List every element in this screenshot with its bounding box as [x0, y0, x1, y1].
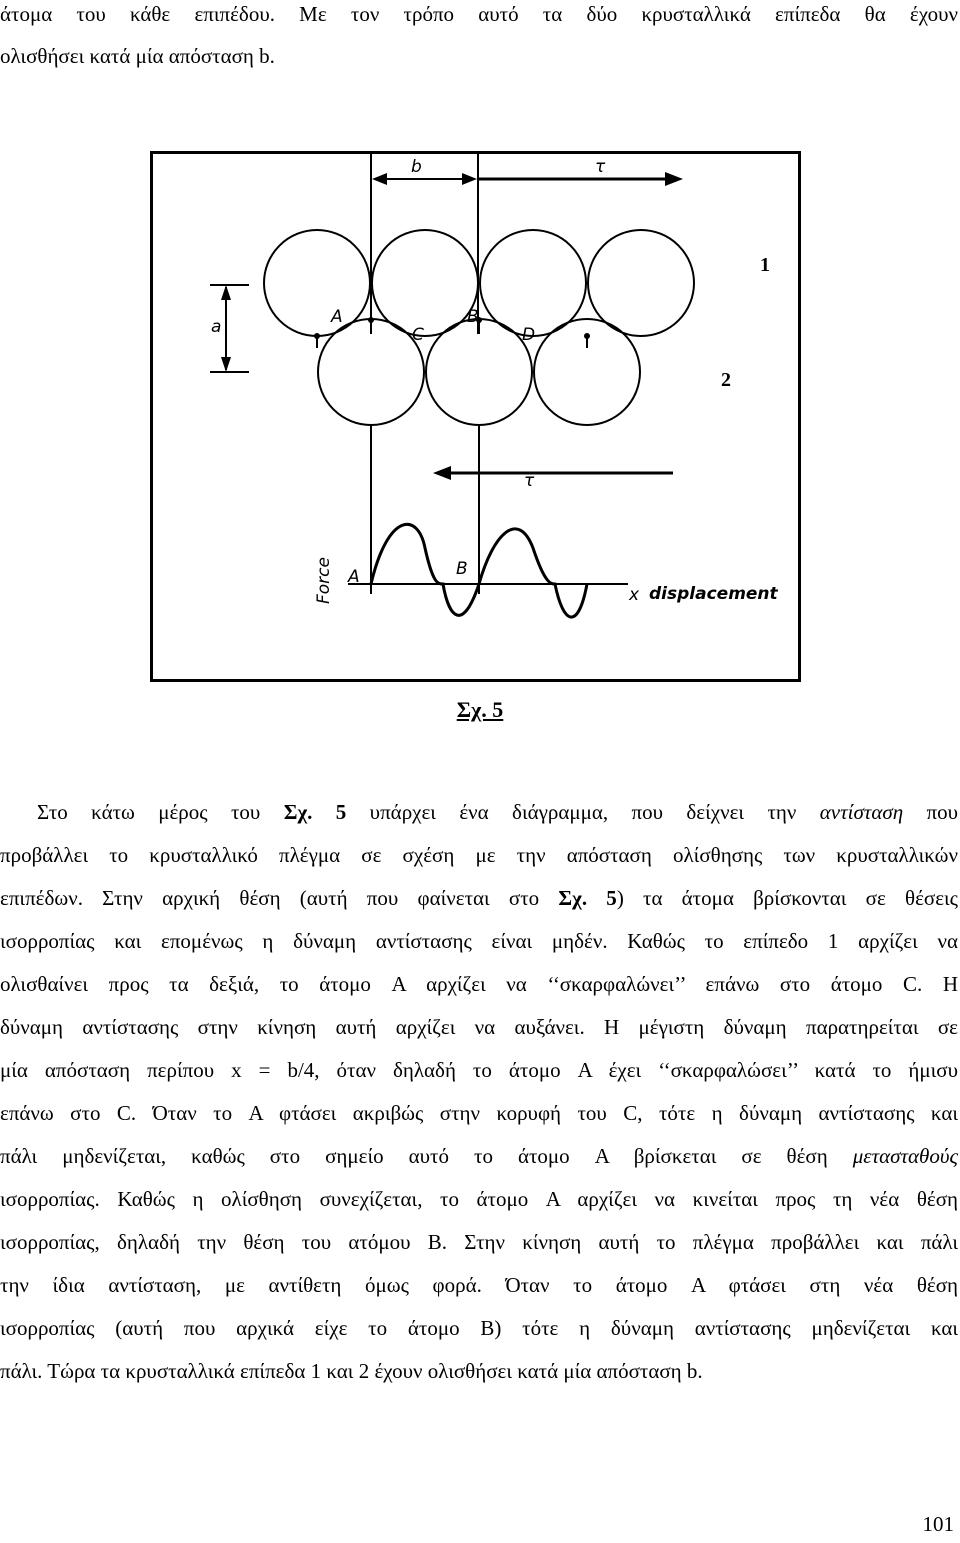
text-span: υπάρχει ένα διάγραμμα, που δείχνει την	[346, 800, 820, 824]
text-line: πάλι. Τώρα τα κρυσταλλικά επίπεδα 1 και 2 έχουν ολισθήσει κατά μία απόσταση b.	[0, 1359, 703, 1383]
text-line: άτομα του κάθε επιπέδου. Με τον τρόπο αυτό τα δύο κρυσταλλικά επίπεδα θα έχουν	[0, 2, 958, 26]
atom-layer2	[426, 319, 532, 425]
b-label: b	[411, 157, 422, 177]
figure-ref: Σχ. 5	[558, 886, 617, 910]
atom-layer1	[372, 230, 478, 336]
arrowhead	[221, 285, 231, 300]
arrowhead	[433, 466, 451, 480]
atom-b-label: B	[467, 307, 479, 327]
atom-c-label: C	[412, 325, 424, 345]
text-span: ) τα άτομα βρίσκονται σε θέσεις	[616, 886, 958, 910]
arrowhead	[221, 357, 231, 372]
emphasis: αντίσταση	[819, 800, 904, 824]
graph-b-label: B	[456, 559, 468, 579]
atom-marker	[368, 317, 374, 323]
atom-d-label: D	[522, 325, 536, 345]
arrowhead	[372, 173, 387, 185]
atom-layer1	[480, 230, 586, 336]
atom-layer1	[264, 230, 370, 336]
text-line: ολισθήσει κατά μία απόσταση b.	[0, 44, 275, 68]
text-line: ισορροπίας, δηλαδή την θέση του ατόμου B. Στην κίνηση αυτή το πλέγμα προβάλλει και πάλι	[0, 1230, 958, 1254]
arrowhead	[462, 173, 477, 185]
figure-ref: Σχ. 5	[283, 800, 347, 824]
text-line: ισορροπίας. Καθώς η ολίσθηση συνεχίζεται, το άτομο A αρχίζει να κινείται προς τη νέα θέση	[0, 1187, 958, 1211]
text-line: προβάλλει το κρυσταλλικό πλέγμα σε σχέση με την απόσταση ολίσθησης των κρυσταλλικών	[0, 843, 958, 867]
figure-frame	[150, 151, 801, 682]
atom-a-label: A	[331, 307, 343, 327]
atom-marker	[584, 333, 590, 339]
text-line	[0, 799, 958, 825]
text-line: ολισθαίνει προς τα δεξιά, το άτομο A αρχίζει να ‘‘σκαρφαλώνει’’ επάνω στο άτομο C. Η	[0, 972, 958, 996]
text-line: επάνω στο C. Όταν το A φτάσει ακριβώς στην κορυφή του C, τότε η δύναμη αντίστασης και	[0, 1101, 958, 1125]
atom-layer1	[588, 230, 694, 336]
text-line	[0, 885, 958, 911]
figure-caption: Σχ. 5	[456, 697, 504, 722]
text-line: μία απόσταση περίπου x = b/4, όταν δηλαδή το άτομο A έχει ‘‘σκαρφαλώσει’’ κατά το ήμισυ	[0, 1058, 958, 1082]
tau-bottom-label: τ	[524, 471, 535, 491]
tau-top-label: τ	[595, 157, 606, 177]
atom-marker	[314, 333, 320, 339]
text-line	[0, 1143, 958, 1169]
layer-2-label: 2	[721, 369, 731, 391]
a-label: a	[211, 317, 222, 337]
text-span: επιπέδων. Στην αρχική θέση (αυτή που φαίνεται στο	[0, 886, 559, 910]
text-span: που	[903, 800, 959, 824]
text-span: Στο κάτω μέρος του	[37, 800, 284, 824]
x-symbol: x	[629, 585, 640, 605]
crystal-slip-diagram	[153, 154, 798, 679]
text-line: ισορροπίας (αυτή που αρχικά είχε το άτομο B) τότε η δύναμη αντίστασης μηδενίζεται και	[0, 1316, 958, 1340]
atom-layer2	[318, 319, 424, 425]
force-axis-label: Force	[314, 557, 334, 604]
text-line: την ίδια αντίσταση, με αντίθετη όμως φορά. Όταν το άτομο A φτάσει στη νέα θέση	[0, 1273, 958, 1297]
page-number: 101	[922, 1512, 954, 1536]
displacement-label: displacement	[649, 584, 778, 604]
emphasis: μετασταθούς	[852, 1144, 958, 1168]
graph-a-label: A	[348, 567, 360, 587]
text-line: δύναμη αντίστασης στην κίνηση αυτή αρχίζει να αυξάνει. Η μέγιστη δύναμη παρατηρείται σε	[0, 1015, 958, 1039]
text-line: ισορροπίας και επομένως η δύναμη αντίστασης είναι μηδέν. Καθώς το επίπεδο 1 αρχίζει να	[0, 929, 958, 953]
arrowhead	[665, 172, 683, 186]
layer-1-label: 1	[760, 254, 770, 276]
text-span: πάλι μηδενίζεται, καθώς στο σημείο αυτό το άτομο A βρίσκεται σε θέση	[0, 1144, 853, 1168]
